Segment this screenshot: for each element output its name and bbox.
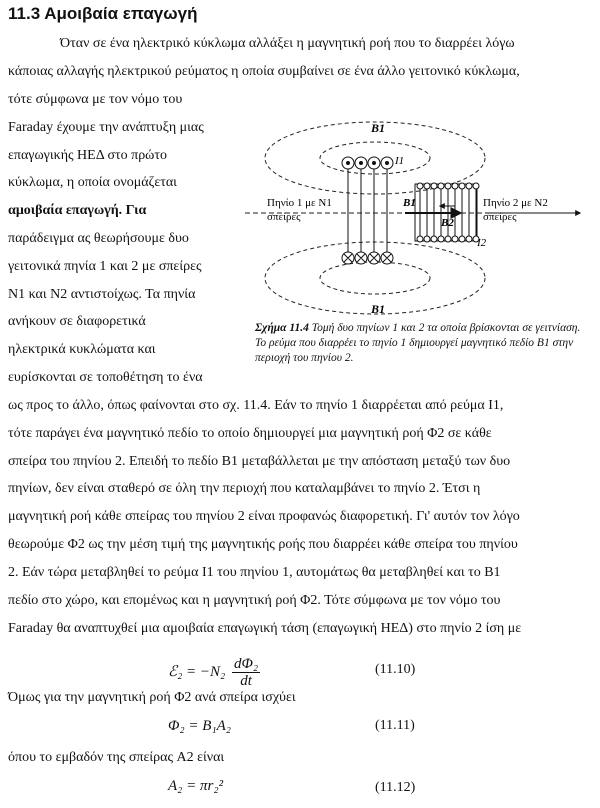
equation-number: (11.12) xyxy=(375,780,416,795)
paragraph-line: κύκλωμα, η οποία ονομάζεται xyxy=(8,175,177,190)
paragraph-line: σπείρα του πηνίου 2. Επειδή το πεδίο B1 μεταβάλλεται με την απόσταση μεταξύ των δυο xyxy=(8,454,511,469)
label-coil2-turns: σπείρες xyxy=(483,211,517,223)
paragraph-line: Όταν σε ένα ηλεκτρικό κύκλωμα αλλάξει η μαγνητική ροή που το διαρρέει λόγω xyxy=(60,36,515,51)
figure-caption xyxy=(255,321,585,366)
paragraph-line: ανήκουν σε διαφορετικά xyxy=(8,314,146,329)
fraction-denominator: dt xyxy=(240,673,252,689)
equation-number: (11.10) xyxy=(375,662,416,677)
paragraph-line: κάποιας αλλαγής ηλεκτρικού ρεύματος η οποία συμβαίνει σε ένα άλλο γειτονικό κύκλωμα, xyxy=(8,64,520,79)
paragraph-line: πηνίων, δεν είναι σταθερό σε όλη την περιοχή που καταλαμβάνει το πηνίο 2. Έτσι η xyxy=(8,481,481,496)
label-coil1: Πηνίο 1 με N1 xyxy=(267,197,332,209)
equation-number: (11.11) xyxy=(375,718,415,733)
label-i2: I2 xyxy=(477,237,487,249)
paragraph-line: πεδίο στο χώρο, και επομένως και η μαγνητική ροή Φ2. Τότε σύμφωνα με τον νόμο του xyxy=(8,593,501,608)
paragraph-line: N1 και N2 αντιστοίχως. Τα πηνία xyxy=(8,287,196,302)
coil1-bottom-turns xyxy=(342,252,393,264)
paragraph-line: παράδειγμα ας θεωρήσουμε δυο xyxy=(8,231,189,246)
paragraph-line: όπου το εμβαδόν της σπείρας A2 είναι xyxy=(8,750,225,765)
paragraph-line: Faraday έχουμε την ανάπτυξη μιας xyxy=(8,120,204,135)
paragraph-line: Faraday θα αναπτυχθεί μια αμοιβαία επαγωγική τάση (επαγωγική ΗΕΔ) στο πηνίο 2 ίση με xyxy=(8,621,522,636)
equation-11-10 xyxy=(168,656,260,689)
paragraph-line: ηλεκτρικά κυκλώματα και xyxy=(8,342,156,357)
paragraph-line: τότε σύμφωνα με τον νόμο του xyxy=(8,92,183,107)
coil-cross-section-figure xyxy=(245,118,585,318)
paragraph-line: θεωρούμε Φ2 ως την μέση τιμή της μαγνητικής ροής που διαρρέει κάθε σπείρα του πηνίου xyxy=(8,537,518,552)
paragraph-line: επαγωγικής ΗΕΔ στο πρώτο xyxy=(8,148,168,163)
equation-fraction xyxy=(232,656,260,689)
paragraph-line: μαγνητική ροή κάθε σπείρας του πηνίου 2 είναι προφανώς διαφορετική. Γι' αυτόν τον λόγο xyxy=(8,509,520,524)
paragraph-line-term: αμοιβαία επαγωγή. Για xyxy=(8,203,147,218)
paragraph-line: τότε παράγει ένα μαγνητικό πεδίο το οποίο δημιουργεί μια μαγνητική ροή Φ2 σε κάθε xyxy=(8,426,492,441)
paragraph-line: ευρίσκονται σε τοποθέτηση το ένα xyxy=(8,370,203,385)
equation-lhs: ℰ₂ = −N₂ xyxy=(168,663,226,680)
equation-11-11: Φ₂ = B₁A₂ xyxy=(168,718,232,734)
equation-11-12: A₂ = πr₂² xyxy=(168,778,224,794)
caption-label: Σχήμα 11.4 xyxy=(255,322,309,334)
label-b1-top: B1 xyxy=(371,121,386,135)
paragraph-line: Όμως για την μαγνητική ροή Φ2 ανά σπείρα ισχύει xyxy=(8,690,296,705)
label-i1: I1 xyxy=(395,155,405,167)
label-b1-bottom: B1 xyxy=(371,302,386,316)
caption-text: Τομή δυο πηνίων 1 και 2 τα οποία βρίσκονται σε γειτνίαση. Το ρεύμα που διαρρέει το πηνίο 1 δημιουργεί μαγνητικό πεδίο B1 στην περιοχή του πηνίου 2. xyxy=(255,322,581,364)
section-heading: 11.3 Αμοιβαία επαγωγή xyxy=(8,4,198,23)
field-line-bottom-inner xyxy=(320,262,430,294)
label-b1-mid: B1 xyxy=(403,197,416,209)
label-coil1-turns: σπείρες xyxy=(267,211,301,223)
paragraph-line: 2. Εάν τώρα μεταβληθεί το ρεύμα I1 του πηνίου 1, αυτομάτως θα μεταβληθεί και το B1 xyxy=(8,565,501,580)
fraction-numerator: dΦ₂ xyxy=(234,656,259,672)
coil1-top-turns xyxy=(342,157,393,169)
paragraph-line: γειτονικά πηνία 1 και 2 με σπείρες xyxy=(8,259,202,274)
paragraph-line: ως προς το άλλο, όπως φαίνονται στο σχ. 11.4. Εάν το πηνίο 1 διαρρέεται από ρεύμα I1, xyxy=(8,398,504,413)
coil1-body xyxy=(348,169,387,252)
label-b2: B2 xyxy=(441,217,454,229)
label-coil2: Πηνίο 2 με N2 xyxy=(483,197,548,209)
